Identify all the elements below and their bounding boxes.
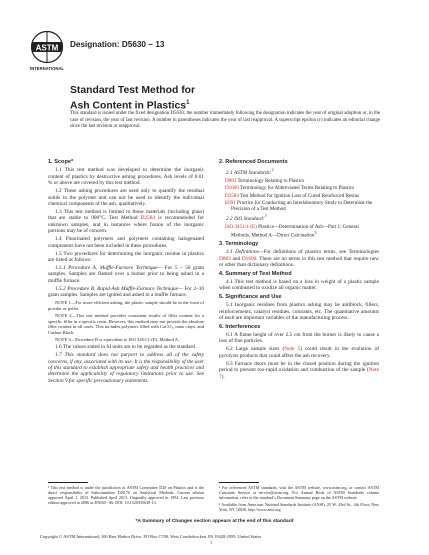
footnote-1: ¹ This test method is under the jurisdiction of ASTM Committee D20 on Plastics and is the direct responsibility of Subcommittee D20.70 on Analytical Methods. Current edition approved April 1, 2013. Published April 2013. Originally approved in 1994. Last previous edition approved in 2006 as D5630 - 06. DOI: 10.1520/D5630-13. [48, 485, 204, 505]
footnote-rule-left [48, 482, 88, 483]
section-heading-terminology: 3. Terminology [219, 241, 259, 248]
ref-item: D883 Terminology Relating to Plastics [225, 178, 305, 185]
footnote-marker-3b[interactable]: 3 [314, 230, 317, 236]
standard-issuance-note: This standard is issued under the fixed designation D5630; the number immediately following the designation indicates the year of original adoption or, in the case of revision, the year of last revision. A number in parentheses indicates the year of last reapproval. A superscript epsilon (ε) indicates an editorial change since the last revision or reapproval. [70, 111, 380, 130]
para-6-2: 6.2 Large sample sizes (Note 5) could result in the evolution of pyrolysis products that could affect the ash recovery. [219, 346, 379, 359]
title-line-1: Standard Test Method for [70, 85, 196, 96]
para-6-1: 6.1 A flame height of over 2.5 cm from the burner is likely to cause a loss of fine particles. [219, 331, 379, 345]
footnote-3: ³ Available from American National Standards Institute (ANSI), 25 W. 43rd St., 4th Floor, New York, NY 10036, http://www.ansi.org. [219, 502, 379, 512]
document-title [70, 85, 290, 112]
footnote-rule-right [219, 482, 259, 483]
para-2-1: 2.1 ASTM Standards:$^2$ [226, 167, 274, 177]
link-d883[interactable]: D883 [219, 255, 231, 262]
note-3: NOTE 3—Procedure B is equivalent to ISO 3451/1-(E), Method A. [55, 337, 180, 343]
para-1-5: 1.5 Two procedures for determining the inorganic residue in plastics are listed as follows: [48, 250, 204, 264]
left-column [48, 157, 204, 386]
para-1-5-1: 1.5.1 Procedure A, Muffle-Furnace Technique— For 5 – 50 gram samples. Samples are flamed over a burner prior to being ashed in a muffle furnace. [48, 265, 204, 284]
astm-logo [30, 30, 64, 72]
logo-text: INTERNATIONAL [30, 66, 64, 71]
para-1-3: 1.3 This test method is limited to those materials (including glass) that are stable to 900°C. Test Method D2584 is recommended for unknown samples, and in instances where fusion of the inorganic portions may be of concern. [48, 209, 204, 235]
section-heading-referenced-documents: 2. Referenced Documents [219, 159, 288, 165]
link-ref-code[interactable]: D1600 [225, 185, 239, 192]
svg-text:ASTM: ASTM [35, 43, 59, 53]
footnote-marker-3[interactable]: 3 [264, 213, 267, 219]
note-2: NOTE 2—This test method provides consistent results of filler content for a specific filler in a specific resin. However, this method may not provide the absolute filler content in all cases. This includes polymers filled with CaCO₃, nano clays, and Carbon Black. [48, 313, 204, 335]
link-iso-3451[interactable]: ISO 3451/1-(E) [225, 223, 257, 230]
section-heading-scope: 1. Scope* [48, 159, 74, 165]
footnote-marker-1[interactable]: 1 [186, 100, 190, 106]
footnote-2: ² For referenced ASTM standards, visit the ASTM website, www.astm.org, or contact ASTM Customer Service at service@astm.org. For Annual Book of ASTM Standards volume information, refer to the standard’s Document Summary page on the ASTM website. [219, 485, 379, 500]
note-1: NOTE 1—For more efficient ashing, the plastic sample should be in the form of powder or pellet. [48, 300, 204, 311]
para-3-1: 3.1 Definitions—For definitions of plastics terms, see Terminologies D883 and D1600. There are no terms in this test method that require new or other than dictionary definitions. [219, 249, 379, 269]
section-heading-interferences: 6. Interferences [219, 323, 261, 330]
footnote-marker-2[interactable]: 2 [271, 167, 274, 173]
link-ref-code[interactable]: D883 [225, 178, 237, 185]
para-1-2: 1.2 These ashing procedures are used only to quantify the residual solids in the polymer and can not be used to identify the individual chemical components of the ash, qualitatively. [48, 188, 204, 208]
title-line-2: Ash Content in Plastics$^1$ [70, 100, 190, 112]
link-note-5[interactable]: Note 5 [284, 346, 301, 353]
para-1-4: 1.4 Fluorinated polymers and polymers containing halogenated components have not been included in these procedures. [48, 236, 204, 249]
link-note-7[interactable]: Note 7 [219, 367, 379, 380]
link-ref-code[interactable]: E691 [225, 199, 236, 206]
right-column [219, 157, 379, 382]
link-d2584[interactable]: D2584 [140, 215, 155, 222]
link-d1600[interactable]: D1600 [241, 255, 257, 262]
para-1-1: 1.1 This test method was developed to determine the inorganic content of plastics by destructive ashing procedures. Ash levels of 0.01 % or above are covered by this test method. [48, 167, 204, 187]
ref-item-iso: ISO 3451/1-(E) Plastics—Determination of Ash—Part 1: General Methods, Method A—Direct Calcination$^3$ [225, 223, 359, 239]
summary-of-changes-note: *A Summary of Changes section appears at the end of this standard [135, 519, 294, 524]
designation: Designation: D5630 − 13 [70, 40, 165, 49]
para-2-2: 2.2 ISO Standard:$^3$ [226, 213, 267, 222]
link-ref-code[interactable]: D2584 [225, 192, 239, 199]
ref-item: D2584 Test Method for Ignition Loss of Cured Reinforced Resins [225, 192, 360, 199]
page-number: 1 [210, 540, 213, 545]
para-5-1: 5.1 Inorganic residues from plastics ashing may be antiblock, fillers, reinforcements, catalyst residues, colorants, etc. The quantitative amounts of each are important variables of the manufacturing process. [219, 302, 379, 322]
para-1-6: 1.6 The values stated in SI units are to be regarded as the standard. [55, 344, 197, 351]
para-1-5-2: 1.5.2 Procedure B, Rapid-Ash Muffle-Furnace Technique— For 2–10 gram samples. Samples are ignited and ashed in a muffle furnace. [48, 285, 204, 299]
section-heading-summary: 4. Summary of Test Method [219, 270, 292, 277]
section-heading-significance: 5. Significance and Use [219, 293, 282, 300]
para-1-7: 1.7 This standard does not purport to address all of the safety concerns, if any, associated with its use. It is the responsibility of the user of this standard to establish appropriate safety and health practices and determine the applicability of regulatory limitations prior to use. See Section 9 for specific precautionary statements. [48, 352, 204, 384]
ref-item: E691 Practice for Conducting an Interlaboratory Study to Determine the Precision of a Test Method [225, 199, 373, 212]
para-4-1: 4.1 This test method is based on a loss in weight of a plastic sample when combusted to oxidize all organic matter. [219, 279, 379, 292]
para-6-3: 6.3 Furnace doors must be in the closed position during the ignition period to prevent too-rapid oxidation and combustion of the sample (Note 7). [219, 360, 379, 380]
ref-item: D1600 Terminology for Abbreviated Terms Relating to Plastics [225, 185, 355, 192]
copyright-line: Copyright © ASTM International, 100 Barr Harbor Drive, PO Box C700, West Conshohocken, PA 19428-2959. United States [40, 534, 262, 539]
